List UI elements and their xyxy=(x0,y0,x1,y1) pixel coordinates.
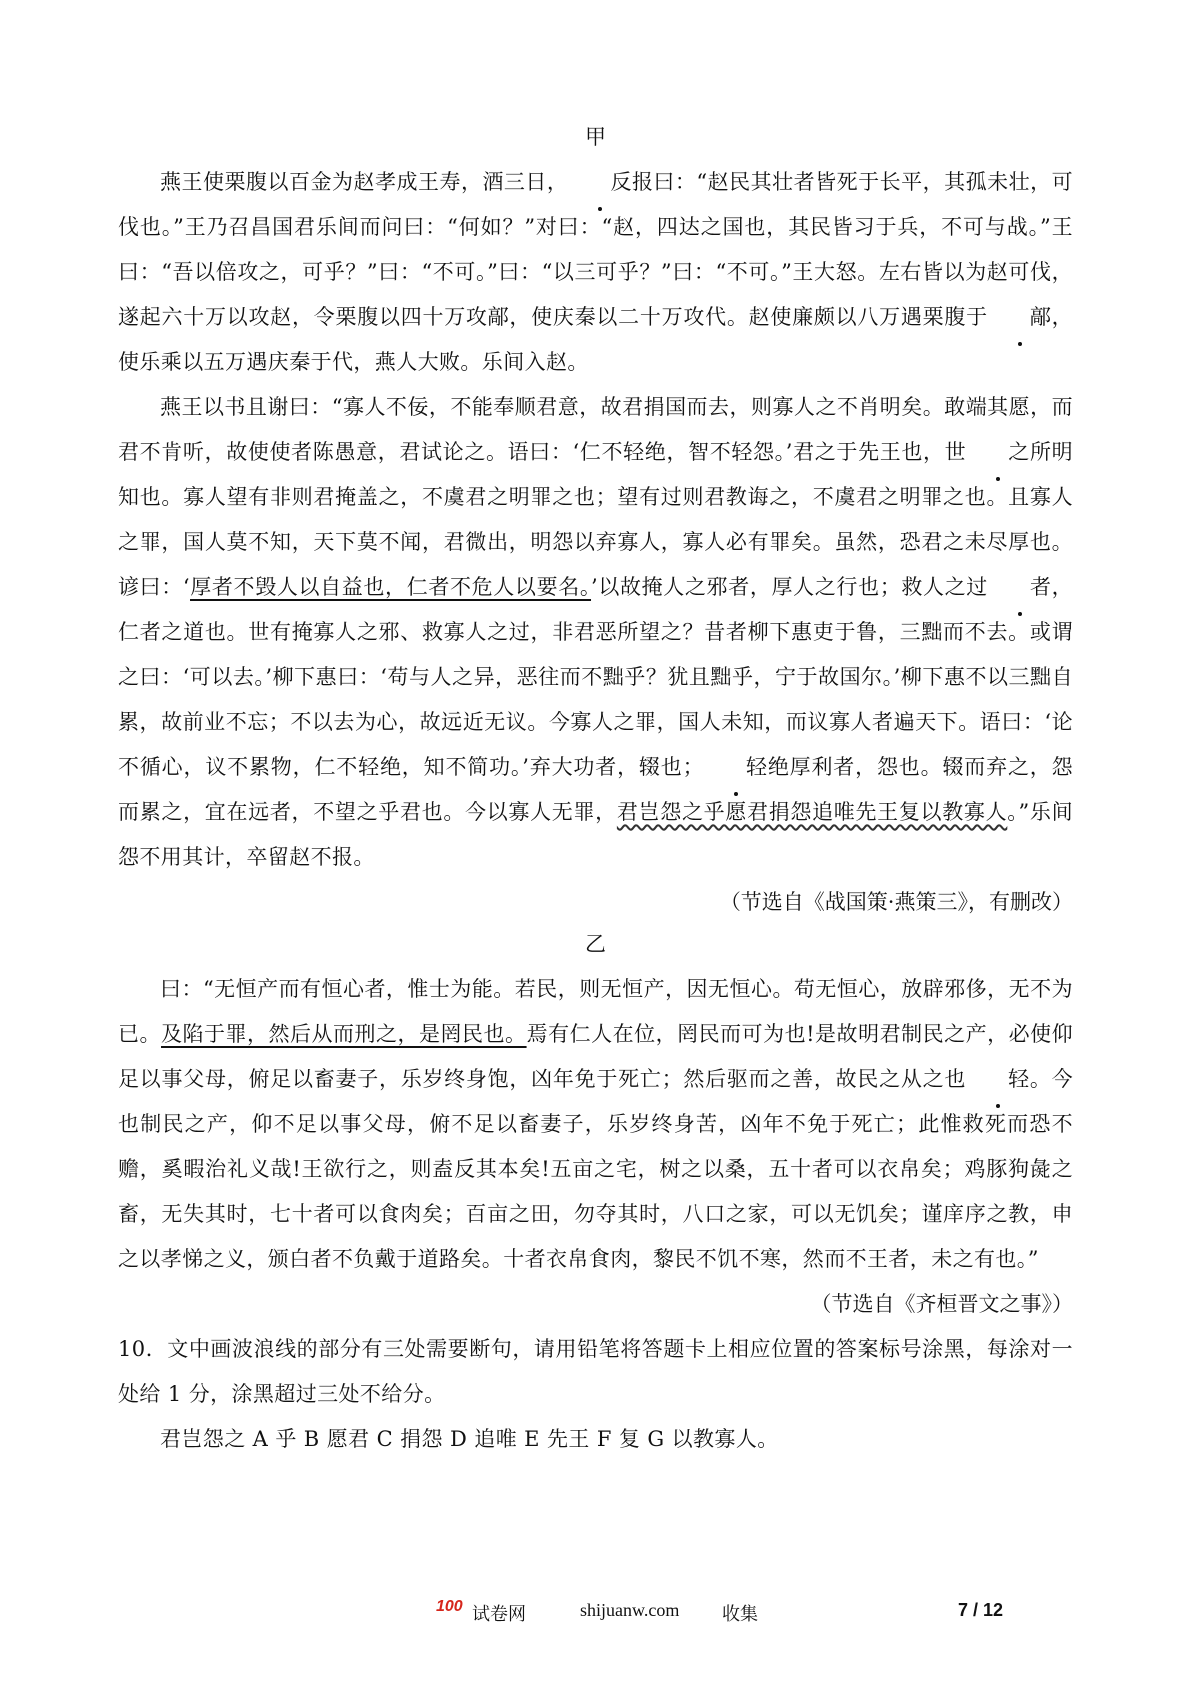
dotted-char: 鄗 xyxy=(988,295,1051,340)
dotted-char: 者 xyxy=(988,565,1051,610)
page-footer xyxy=(0,1598,1191,1628)
wavy-underlined-sentence: 君岂怨之乎愿君捐怨追唯先王复以教寡人 xyxy=(616,800,1008,824)
text-run: 。今也制民之产，仰不足以事父母，俯不足以畜妻子，乐岁终身苦，凶年不免于死亡；此惟救死而恐不赡，奚暇治礼义哉!王欲行之，则盍反其本矣!五亩之宅，树之以桑，五十者可以衣帛矣；鸡豚狗彘之畜，无失其时，七十者可以食肉矣；百亩之田，勿夺其时，八口之家，可以无饥矣；谨庠序之教，申之以孝悌之义，颁白者不负戴于道路矣。十者衣帛食肉，黎民不饥不寒，然而不王者，未之有也。” xyxy=(118,1067,1073,1271)
text-run: ’以故掩人之邪者，厚人之行也；救人之过 xyxy=(591,575,988,599)
site-logo: 100 xyxy=(436,1598,463,1615)
text-run: 绝厚利者，怨也。辍而弃之，怨而累之，宜在远者，不望之乎君也。今以寡人无罪， xyxy=(118,755,1074,824)
text-run: ，使乐乘以五万遇庆秦于代，燕人大败。乐间入赵。 xyxy=(118,305,1073,374)
text-run: 报曰：“赵民其壮者皆死于长平，其孤未壮，可伐也。”王乃召昌国君乐间而问曰：“何如？”对曰：“赵，四达之国也，其民皆习于兵，不可与战。”王曰：“吾以倍攻之，可乎？”曰：“不可。”曰：“以三可乎？”曰：“不可。”王大怒。左右皆以为赵可伐，遂起六十万以攻赵，令栗腹以四十万攻鄗，使庆秦以二十万攻代。赵使廉颇以八万遇栗腹于 xyxy=(118,170,1073,329)
passage-b-title: 乙 xyxy=(585,932,606,956)
site-name: 试卷网 xyxy=(472,1604,526,1625)
passage-b-source: （节选自《齐桓晋文之事》） xyxy=(810,1292,1073,1316)
underlined-sentence: 厚者不毁人以自益也，仁者不危人以要名。 xyxy=(190,575,592,599)
text-run: 燕王使栗腹以百金为赵孝成王寿，酒三日， xyxy=(160,170,569,194)
text-run: 所明知也。寡人望有非则君掩盖之，不虞君之明罪之也；望有过则君教诲之，不虞君之明罪之也。且寡人之罪，国人莫不知，天下莫不闻，君微出，明怨以弃寡人，寡人必有罪矣。虽然，恐君之未尽厚也。谚曰：‘ xyxy=(118,440,1073,599)
question-sentence: 君岂怨之 A 乎 B 愿君 C 捐怨 D 追唯 E 先王 F 复 G 以教寡人。 xyxy=(160,1427,779,1451)
text-run: 曰：“无恒产而有恒心者，惟士为能。若民，则无恒产，因无恒心。苟无恒心，放辟邪侈，无不为已。 xyxy=(118,977,1073,1046)
passage-a-paragraph-1 xyxy=(118,160,1073,385)
dotted-char: 轻 xyxy=(704,745,767,790)
passage-b-paragraph-1 xyxy=(118,967,1073,1282)
text-run: 焉有仁人在位，罔民而可为也!是故明君制民之产，必使仰足以事父母，俯足以畜妻子，乐岁终身饱，凶年免于死亡；然后驱而之善，故民之从之也 xyxy=(118,1022,1073,1091)
text-run: 。”乐间怨不用其计，卒留赵不报。 xyxy=(118,800,1074,869)
dotted-char: 轻 xyxy=(966,1057,1029,1102)
passage-a-source: （节选自《战国策·燕策三》，有删改） xyxy=(719,890,1073,914)
collect-label: 收集 xyxy=(722,1604,758,1625)
passage-a-paragraph-2 xyxy=(118,385,1073,880)
document-page xyxy=(118,118,1073,1462)
passage-a-title: 甲 xyxy=(585,125,606,149)
dotted-char: 之 xyxy=(966,430,1029,475)
text-run: 燕王以书且谢曰：“寡人不佞，不能奉顺君意，故君捐国而去，则寡人之不肖明矣。敢端其愿，而君不肯听，故使使者陈愚意，君试论之。语曰：‘仁不轻绝，智不轻怨。’君之于先王也，世 xyxy=(118,395,1073,464)
page-number: 7 / 12 xyxy=(958,1600,1004,1620)
text-run: ，仁者之道也。世有掩寡人之邪、救寡人之过，非君恶所望之？昔者柳下惠吏于鲁，三黜而不去。或谓之曰：‘可以去。’柳下惠曰：‘苟与人之异，恶往而不黜乎？犹且黜乎，宁于故国尔。’柳下惠不以三黜自累，故前业不忘；不以去为心，故远近无议。今寡人之罪，国人未知，而议寡人者遍天下。语曰：‘论不循心，议不累物，仁不轻绝，知不简功。’弃大功者，辍也； xyxy=(118,575,1073,779)
question-stem: 10．文中画波浪线的部分有三处需要断句，请用铅笔将答题卡上相应位置的答案标号涂黑，每涂对一处给 1 分，涂黑超过三处不给分。 xyxy=(118,1337,1073,1406)
underlined-sentence: 及陷于罪，然后从而刑之，是罔民也。 xyxy=(161,1022,527,1046)
site-url: shijuanw.com xyxy=(580,1600,680,1620)
dotted-char: 反 xyxy=(568,160,631,205)
